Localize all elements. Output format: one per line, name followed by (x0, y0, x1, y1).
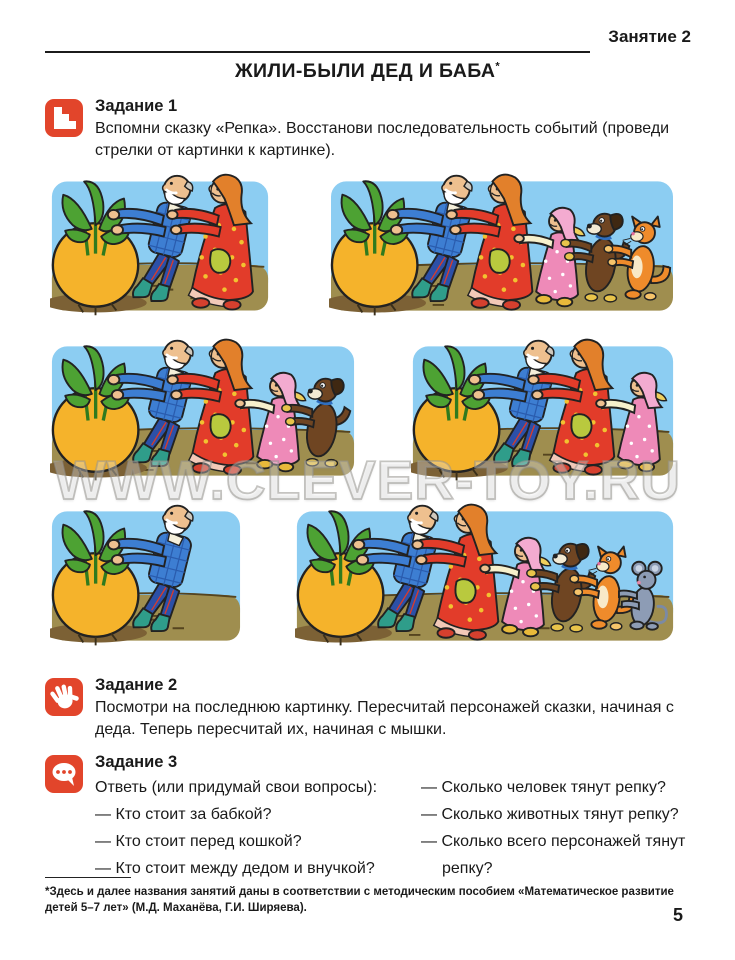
footnote-rule (45, 877, 131, 878)
task-1-text: Вспомни сказку «Репка». Восстанови последовательность событий (проведи стрелки от картинки к картинке). (95, 120, 670, 160)
task-1-pictures-grid (50, 170, 675, 665)
lesson-label: Занятие 2 (608, 27, 691, 46)
question-item: — Кто стоит между дедом и внучкой? (95, 860, 375, 877)
stairs-icon (45, 99, 83, 137)
speech-bubble-icon-glyph (45, 755, 83, 793)
task-3-body (95, 753, 693, 882)
story-picture-2-characters (50, 170, 270, 322)
story-picture-1-characters (50, 500, 242, 652)
task-2-heading: Задание 2 (95, 676, 178, 694)
title-footnote-mark: * (495, 60, 501, 73)
question-item: — Сколько всего персонажей тянут репку? (421, 833, 686, 877)
story-picture-svg (50, 170, 270, 322)
header-rule (45, 51, 590, 53)
question-item: — Сколько человек тянут репку? (421, 779, 666, 796)
watermark: WWW.CLEVER-TOY.RU (53, 449, 682, 511)
story-picture-svg (50, 500, 242, 652)
task-3-intro: Ответь (или придумай свои вопросы): (95, 779, 378, 796)
stairs-icon-glyph (45, 99, 83, 137)
story-picture-4-characters (50, 335, 356, 487)
story-picture-svg (50, 335, 356, 487)
page-number: 5 (672, 905, 683, 925)
picture-row (50, 335, 675, 487)
task-3-heading: Задание 3 (95, 753, 178, 771)
picture-row (50, 170, 675, 322)
question-item: — Кто стоит перед кошкой? (95, 833, 302, 850)
footnote: *Здесь и далее названия занятий даны в соответствии с методическим пособием «Математическое развитие детей 5–7 лет» (М.Д. Маханёва, Г.И. Ширяева). (45, 886, 674, 914)
question-item: — Кто стоит за бабкой? (95, 806, 272, 823)
task-3-section (45, 753, 693, 882)
questions-left-column (95, 774, 421, 882)
hand-icon-glyph (45, 678, 83, 716)
picture-row (50, 500, 675, 652)
task-2-text: Посмотри на последнюю картинку. Пересчитай персонажей сказки, начиная с деда. Теперь пересчитай их, начиная с мышки. (95, 699, 674, 739)
story-picture-6-characters (295, 500, 675, 652)
story-picture-svg (329, 170, 675, 322)
story-picture-3-characters (411, 335, 675, 487)
story-picture-svg (411, 335, 675, 487)
page-title (0, 60, 735, 83)
task-3-questions (95, 774, 693, 882)
question-item: — Сколько животных тянут репку? (421, 806, 679, 823)
story-picture-svg (295, 500, 675, 652)
task-1-heading: Задание 1 (95, 97, 178, 115)
task-2-section (45, 676, 693, 741)
task-1-body (95, 97, 693, 162)
hand-icon (45, 678, 83, 716)
page-title-text: ЖИЛИ-БЫЛИ ДЕД И БАБА (234, 60, 496, 82)
task-1-section (45, 97, 693, 162)
task-2-body (95, 676, 693, 741)
story-picture-5-characters (329, 170, 675, 322)
speech-bubble-icon (45, 755, 83, 793)
questions-right-column (421, 774, 693, 882)
